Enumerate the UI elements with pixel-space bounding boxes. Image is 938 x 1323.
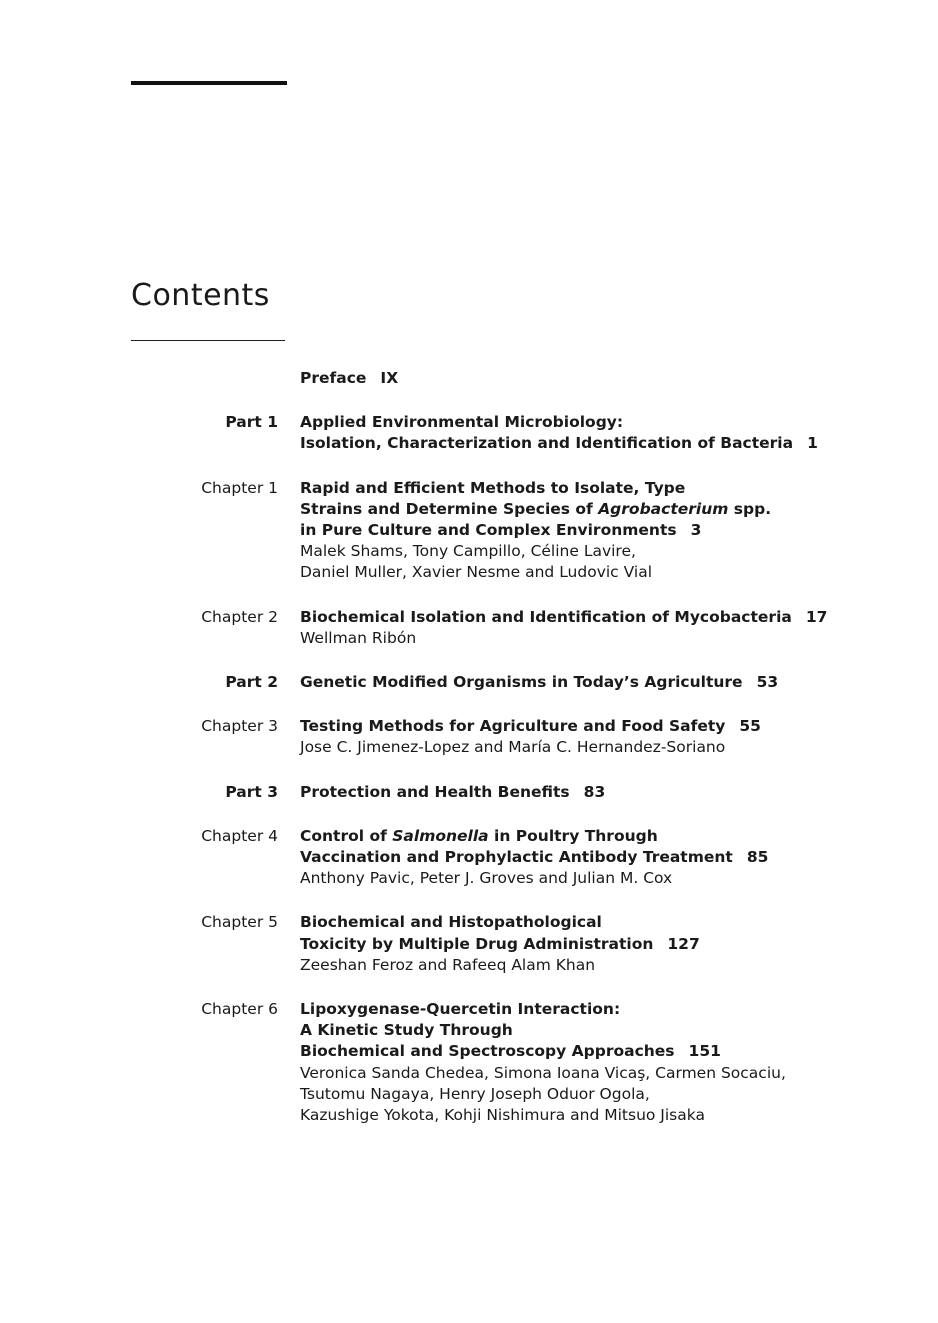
entry-title-line: Control of Salmonella in Poultry Through: [300, 826, 658, 845]
top-decorative-rule: [131, 81, 287, 85]
page-number: 151: [688, 1042, 721, 1061]
authors-line: Wellman Ribón: [300, 628, 417, 647]
page-number: 1: [807, 434, 818, 453]
authors-line: Anthony Pavic, Peter J. Groves and Julian M. Cox: [300, 869, 673, 888]
toc-entry-chapter-1[interactable]: [0, 478, 938, 584]
entry-title-line: Protection and Health Benefits 83: [300, 782, 606, 801]
entry-title-line: Testing Methods for Agriculture and Food Safety 55: [300, 717, 761, 736]
toc-entry-chapter-5[interactable]: [0, 912, 938, 976]
toc-entry-chapter-6[interactable]: [0, 999, 938, 1126]
page-number: 83: [583, 782, 606, 801]
page-number: 55: [739, 717, 761, 736]
entry-title-line: Biochemical and Histopathological: [300, 913, 602, 932]
toc-entry-preface[interactable]: [0, 368, 938, 389]
chapter-label: Chapter 6: [201, 1000, 278, 1019]
page-number: 127: [667, 934, 700, 953]
toc-entry-part-2[interactable]: [0, 672, 938, 693]
entry-title-line: Lipoxygenase-Quercetin Interaction:: [300, 1000, 621, 1019]
page-number: 53: [756, 673, 779, 692]
chapter-label: Chapter 5: [201, 913, 278, 932]
page-number: 17: [805, 607, 828, 626]
entry-title-line: Biochemical Isolation and Identification of Mycobacteria 17: [300, 607, 828, 626]
entry-title-line: Vaccination and Prophylactic Antibody Treatment 85: [300, 848, 769, 867]
italic-genus: Salmonella: [392, 826, 489, 845]
authors-line: Jose C. Jimenez-Lopez and María C. Hernandez-Soriano: [300, 738, 726, 757]
authors-line: Malek Shams, Tony Campillo, Céline Lavire,: [300, 542, 636, 561]
entry-title-line: Biochemical and Spectroscopy Approaches 151: [300, 1042, 721, 1061]
preface-title: Preface: [300, 369, 367, 387]
toc-entry-chapter-2[interactable]: [0, 607, 938, 649]
toc-entry-chapter-3[interactable]: [0, 716, 938, 758]
part-label: Part 1: [225, 413, 278, 432]
entry-title-line: Applied Environmental Microbiology:: [300, 413, 624, 432]
chapter-label: Chapter 3: [201, 717, 278, 736]
page-number: 3: [690, 521, 702, 540]
part-label: Part 2: [225, 673, 278, 692]
entry-title-line: Isolation, Characterization and Identification of Bacteria 1: [300, 434, 818, 453]
chapter-label: Chapter 1: [201, 478, 278, 497]
entry-title-line: Toxicity by Multiple Drug Administration 127: [300, 934, 700, 953]
toc-entry-part-1[interactable]: [0, 412, 938, 454]
page-number: IX: [380, 369, 399, 387]
title-underline-rule: [131, 340, 285, 341]
entry-title: [300, 368, 910, 389]
authors-line: Kazushige Yokota, Kohji Nishimura and Mitsuo Jisaka: [300, 1106, 705, 1125]
entry-title-line: Strains and Determine Species of Agrobacterium spp.: [300, 499, 772, 518]
authors-line: Tsutomu Nagaya, Henry Joseph Oduor Ogola,: [300, 1084, 650, 1103]
entry-title-line: A Kinetic Study Through: [300, 1021, 513, 1040]
entry-title-line: Genetic Modified Organisms in Today’s Agriculture 53: [300, 673, 779, 692]
authors-line: Veronica Sanda Chedea, Simona Ioana Vicaş, Carmen Socaciu,: [300, 1063, 786, 1082]
chapter-label: Chapter 4: [201, 826, 278, 845]
page-title: Contents: [131, 278, 270, 313]
chapter-label: Chapter 2: [201, 607, 278, 626]
page-number: 85: [746, 848, 769, 867]
entry-title-line: Rapid and Efficient Methods to Isolate, Type: [300, 478, 686, 497]
authors-line: Zeeshan Feroz and Rafeeq Alam Khan: [300, 955, 596, 974]
entry-title-line: in Pure Culture and Complex Environments 3: [300, 521, 702, 540]
authors-line: Daniel Muller, Xavier Nesme and Ludovic Vial: [300, 563, 653, 582]
toc-entry-chapter-4[interactable]: [0, 826, 938, 890]
italic-genus: Agrobacterium: [598, 499, 729, 518]
toc-entry-part-3[interactable]: [0, 782, 938, 803]
part-label: Part 3: [225, 782, 278, 801]
table-of-contents: [0, 368, 938, 1126]
